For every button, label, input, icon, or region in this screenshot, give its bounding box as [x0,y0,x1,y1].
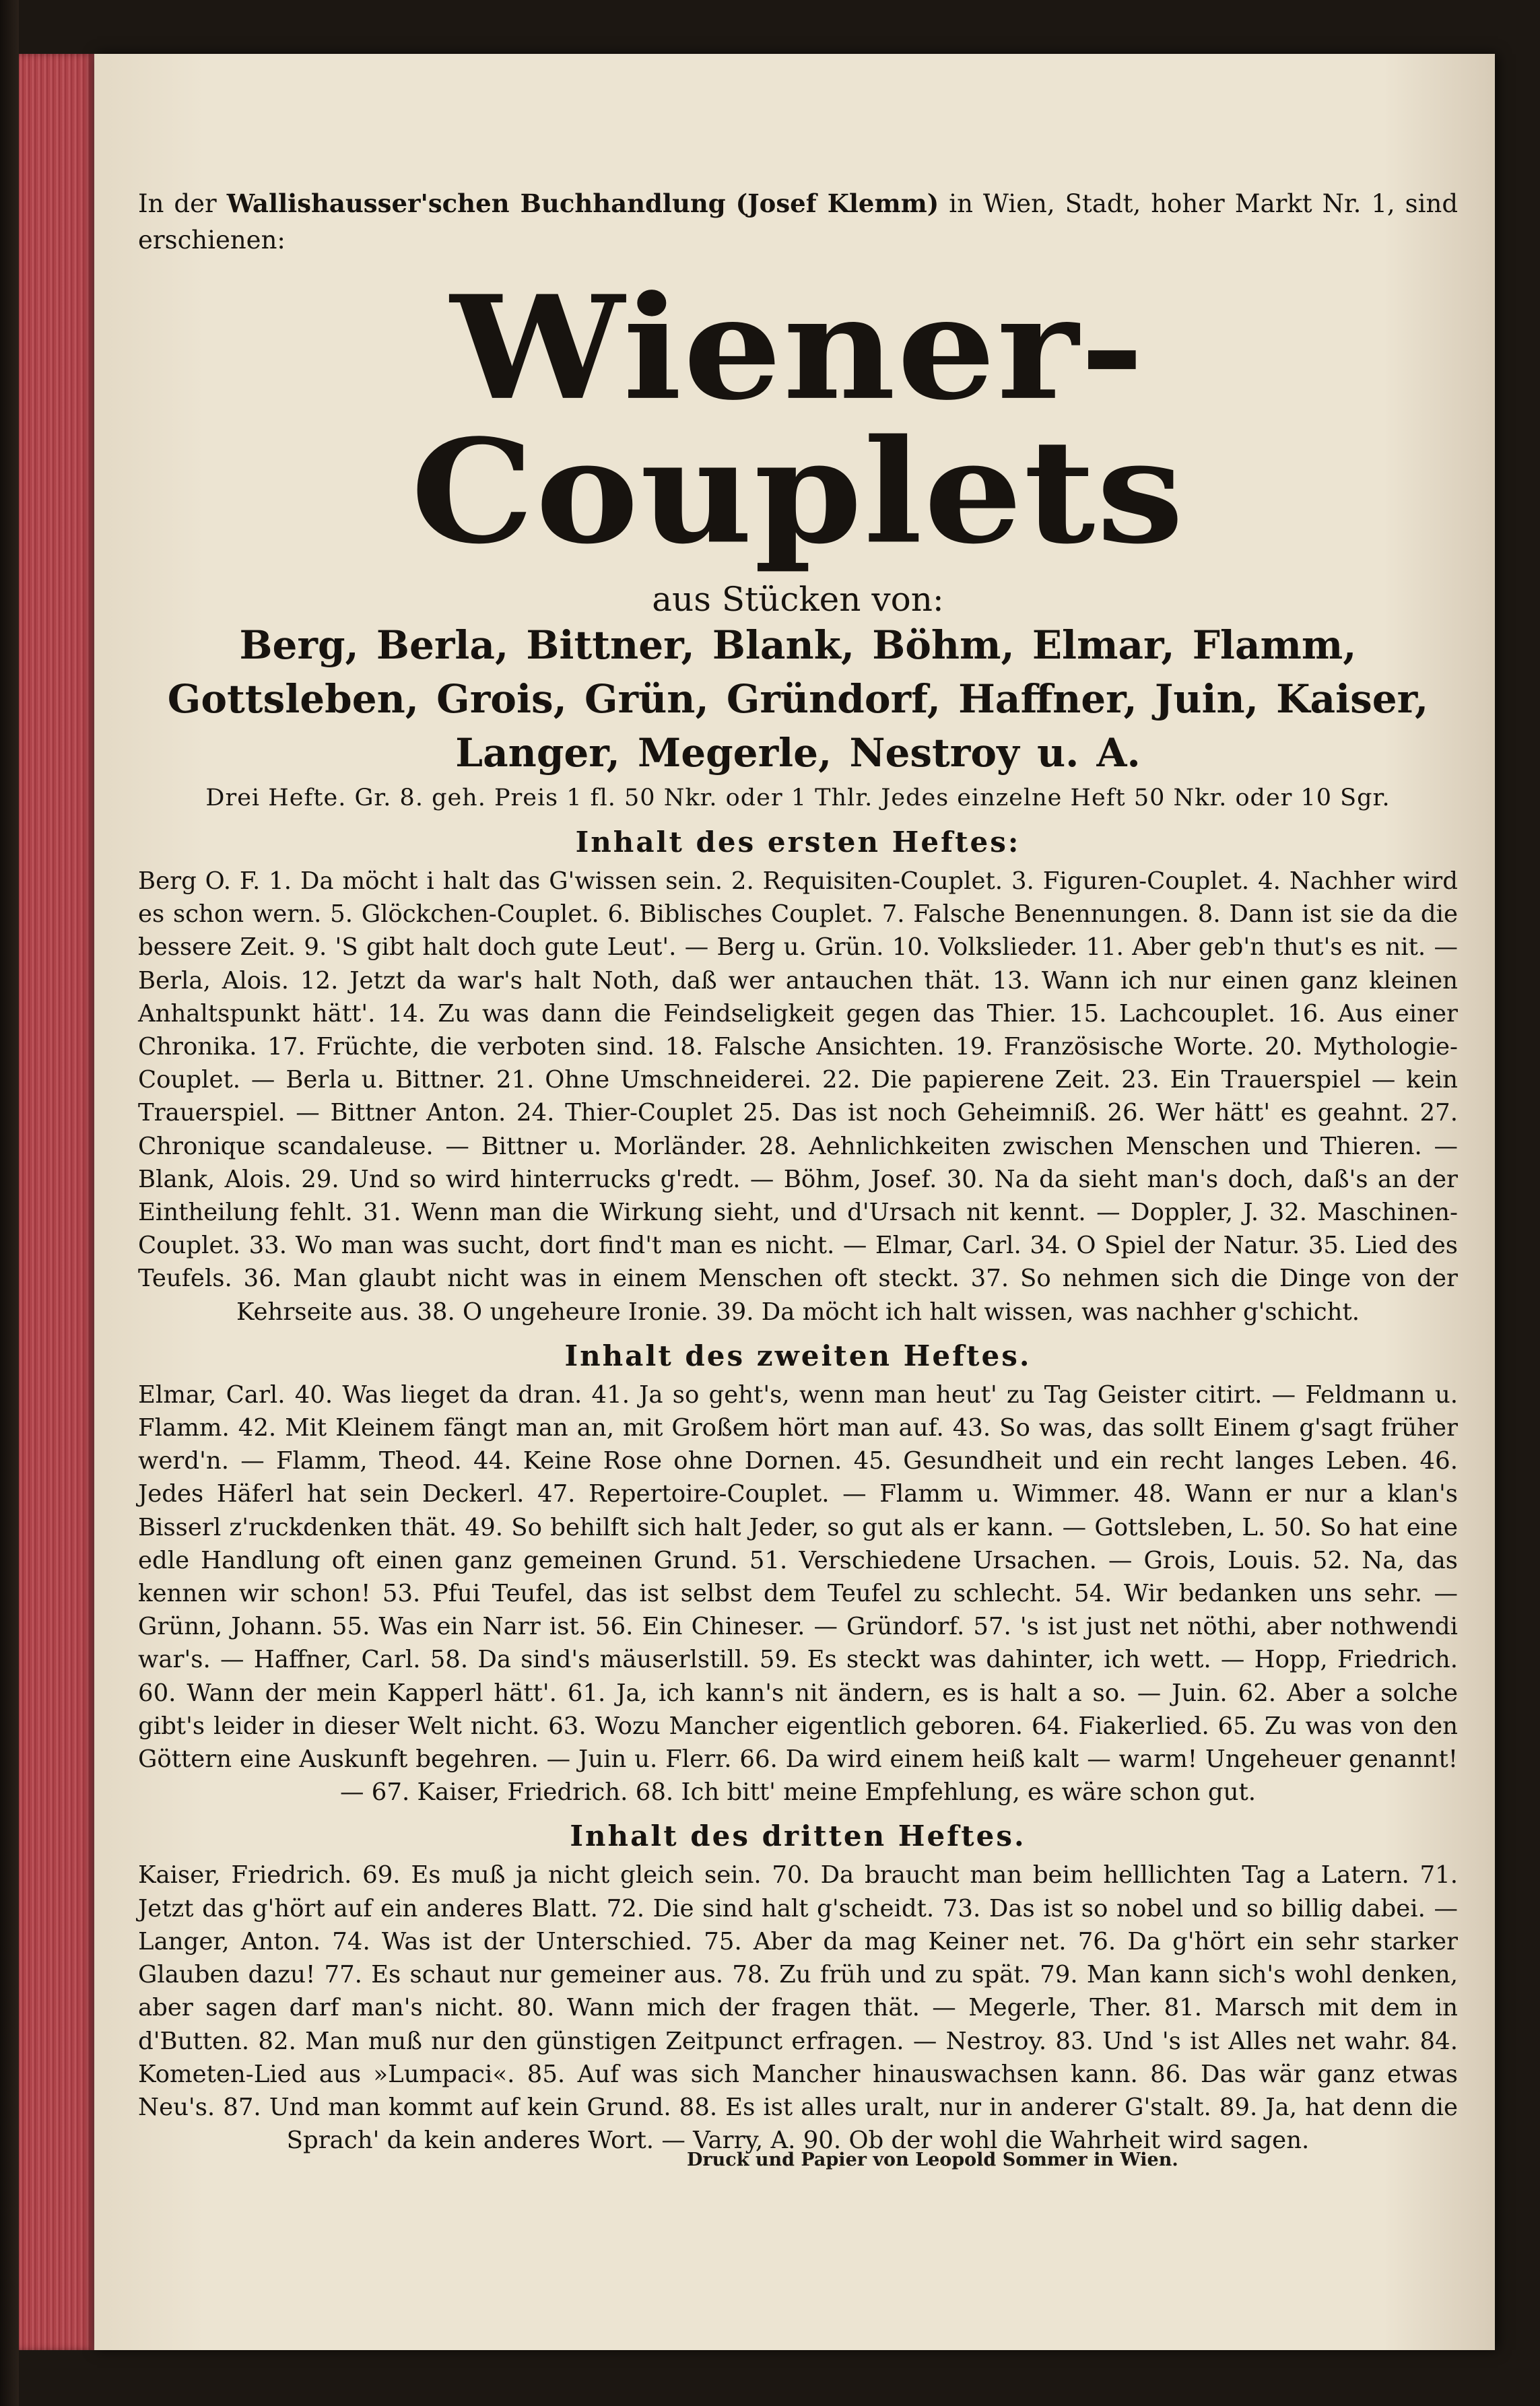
main-title: Wiener-Couplets [411,265,1185,576]
notice-prefix: In der [138,189,217,218]
section-heading-3: Inhalt des dritten Heftes. [570,1819,1026,1853]
price-line: Drei Hefte. Gr. 8. geh. Preis 1 fl. 50 Nkr. oder 1 Thlr. Jedes einzelne Heft 50 Nkr. oder 10 Sgr. [205,784,1391,811]
section-text-3: Kaiser, Friedrich. 69. Es muß ja nicht gleich sein. 70. Da braucht man beim helllichten Tag a Latern. 71. Jetzt das g'hört auf ein anderes Blatt. 72. Die sind halt g'scheidt. 73. Das ist so nobel und so billig dabei. — Langer, Anton. 74. Was ist der Unterschied. 75. Aber da mag Keiner net. 76. Da g'hört ein sehr starker Glauben dazu! 77. Es schaut nur gemeiner aus. 78. Zu früh und zu spät. 79. Man kann sich's wohl denken, aber sagen darf man's nicht. 80. Wann mich der fragen thät. — Megerle, Ther. 81. Marsch mit dem in d'Butten. 82. Man muß nur den günstigen Zeitpunct erfragen. — Nestroy. 83. Und 's ist Alles net wahr. 84. Kometen-Lied aus »Lumpaci«. 85. Auf was sich Mancher hinauswachsen kann. 86. Das wär ganz etwas Neu's. 87. Und man kommt auf kein Grund. 88. Es ist alles uralt, nur in anderer G'stalt. 89. Ja, hat denn die Sprach' da kein anderes Wort. — Varry, A. 90. Ob der wohl die Wahrheit wird sagen. [138,1861,1458,2155]
notice-shop: Wallishausser'schen Buchhandlung [226,189,726,218]
section-heading-1: Inhalt des ersten Heftes: [575,826,1021,859]
section-text-2: Elmar, Carl. 40. Was lieget da dran. 41. Ja so geht's, wenn man heut' zu Tag Geister citirt. — Feldmann u. Flamm. 42. Mit Kleinem fängt man an, mit Großem hört man auf. 43. So was, das sollt Einem g'sagt früher werd'n. — Flamm, Theod. 44. Keine Rose ohne Dornen. 45. Gesundheit und ein recht langes Leben. 46. Jedes Häferl hat sein Deckerl. 47. Repertoire-Couplet. — Flamm u. Wimmer. 48. Wann er nur a klan's Bisserl z'ruckdenken thät. 49. So behilft sich halt Jeder, so gut als er kann. — Gottsleben, L. 50. So hat eine edle Handlung oft einen ganz gemeinen Grund. 51. Verschiedene Ursachen. — Grois, Louis. 52. Na, das kennen wir schon! 53. Pfui Teufel, das ist selbst dem Teufel zu schlecht. 54. Wir bedanken uns sehr. — Grünn, Johann. 55. Was ein Narr ist. 56. Ein Chineser. — Gründorf. 57. 's ist just net nöthi, aber nothwendi war's. — Haffner, Carl. 58. Da sind's mäuserlstill. 59. Es steckt was dahinter, ich wett. — Hopp, Friedrich. 60. Wann der mein Kapperl hätt'. 61. Ja, ich kann's nit ändern, es is halt a so. — Juin. 62. Aber a solche gibt's leider in dieser Welt nicht. 63. Wozu Mancher eigentlich geboren. 64. Fiakerlied. 65. Zu was von den Göttern eine Auskunft begehren. — Juin u. Flerr. 66. Da wird einem heiß kalt — warm! Ungeheuer genannt! — 67. Kaiser, Friedrich. 68. Ich bitt' meine Empfehlung, es wäre schon gut. [138,1380,1458,1807]
printer-footer: Druck und Papier von Leopold Sommer in Wien. [687,2149,1178,2170]
page-content [138,185,1458,2157]
page-edges [19,54,94,2350]
notice-location: in Wien, Stadt, hoher Markt Nr. 1, sind erschienen: [138,189,1459,255]
publisher-notice [138,185,1458,259]
section-text-1: Berg O. F. 1. Da möcht i halt das G'wissen sein. 2. Requisiten-Couplet. 3. Figuren-Couplet. 4. Nachher wird es schon wern. 5. Glöckchen-Couplet. 6. Biblisches Couplet. 7. Falsche Benennungen. 8. Dann ist sie da die bessere Zeit. 9. 'S gibt halt doch gute Leut'. — Berg u. Grün. 10. Volkslieder. 11. Aber geb'n thut's es nit. — Berla, Alois. 12. Jetzt da war's halt Noth, daß wer antauchen thät. 13. Wann ich nur einen ganz kleinen Anhaltspunkt hätt'. 14. Zu was dann die Feindseligkeit gegen das Thier. 15. Lachcouplet. 16. Aus einer Chronika. 17. Früchte, die verboten sind. 18. Falsche Ansichten. 19. Französische Worte. 20. Mythologie-Couplet. — Berla u. Bittner. 21. Ohne Umschneiderei. 22. Die papierene Zeit. 23. Ein Trauerspiel — kein Trauerspiel. — Bittner Anton. 24. Thier-Couplet 25. Das ist noch Geheimniß. 26. Wer hätt' es geahnt. 27. Chronique scandaleuse. — Bittner u. Morländer. 28. Aehnlichkeiten zwischen Menschen und Thieren. — Blank, Alois. 29. Und so wird hinterrucks g'redt. — Böhm, Josef. 30. Na da sieht man's doch, daß's an der Eintheilung fehlt. 31. Wenn man die Wirkung sieht, und d'Ursach nit kennt. — Doppler, J. 32. Maschinen-Couplet. 33. Wo man was sucht, dort find't man es nicht. — Elmar, Carl. 34. O Spiel der Natur. 35. Lied des Teufels. 36. Man glaubt nicht was in einem Menschen oft steckt. 37. So nehmen sich die Dinge von der Kehrseite aus. 38. O ungeheure Ironie. 39. Da möcht ich halt wissen, was nachher g'schicht. [138,867,1458,1326]
section-heading-2: Inhalt des zweiten Heftes. [564,1339,1032,1372]
subtitle: aus Stücken von: [652,580,944,619]
author-list: Berg, Berla, Bittner, Blank, Böhm, Elmar, Flamm, Gottsleben, Grois, Grün, Gründorf, Haffner, Juin, Kaiser, Langer, Megerle, Nestroy u. A. [167,622,1429,776]
book-binding [0,0,19,2406]
notice-owner: (Josef Klemm) [735,189,939,218]
